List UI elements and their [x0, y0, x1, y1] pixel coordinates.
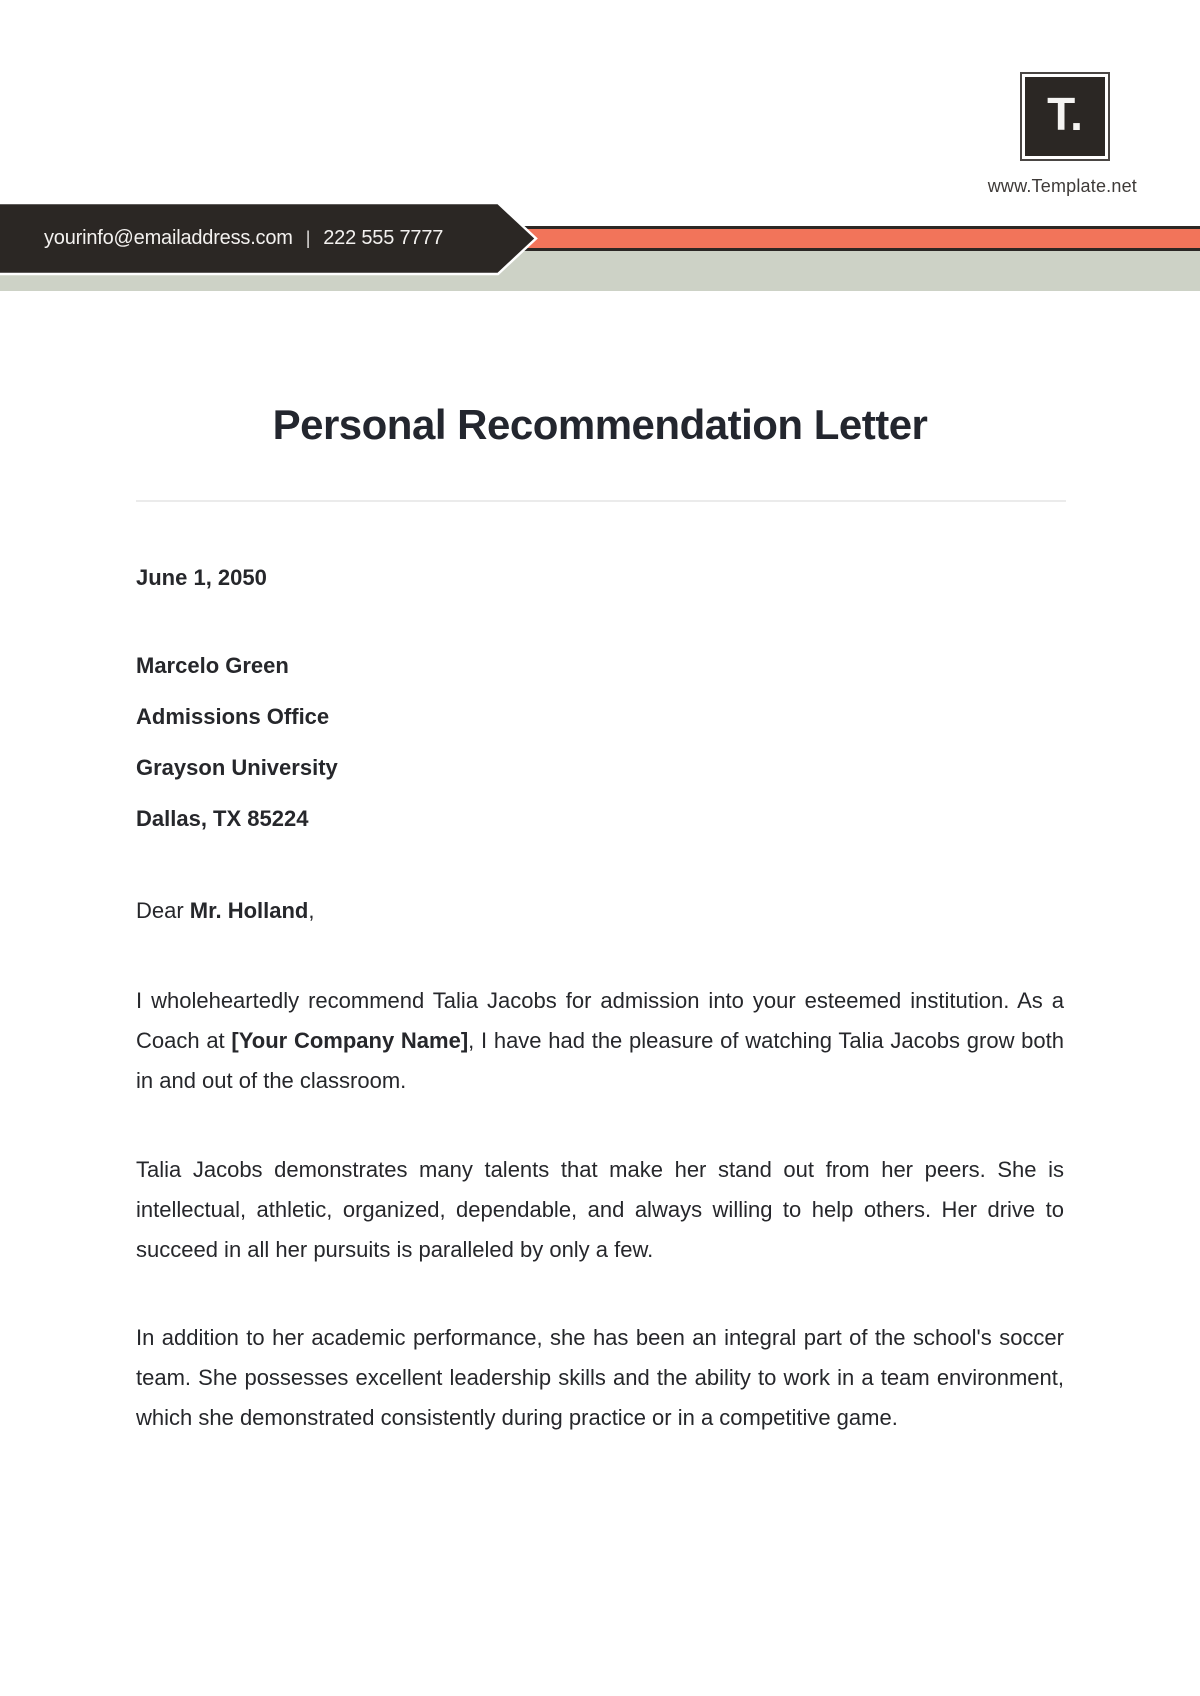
salutation	[136, 896, 1064, 926]
salutation-name: Mr. Holland	[189, 898, 309, 923]
contact-bar	[44, 203, 443, 274]
paragraph-1	[136, 981, 1064, 1101]
paragraph-2: Talia Jacobs demonstrates many talents that make her stand out from her peers. She is intellectual, athletic, organized, dependable, and always willing to help others. Her drive to succeed in all her pursuits is paralleled by only a few.	[136, 1157, 1064, 1262]
contact-separator: |	[305, 228, 311, 248]
company-name-placeholder: [Your Company Name]	[231, 1028, 469, 1053]
logo-text: T.	[1047, 87, 1083, 140]
paragraph-3: In addition to her academic performance, she has been an integral part of the school's soccer team. She possesses excellent leadership skills and the ability to work in a team environment, which she demonstrated consistently during practice or in a competitive game.	[136, 1325, 1064, 1430]
recipient-block	[136, 640, 1064, 844]
website-url: www.Template.net	[987, 176, 1137, 196]
contact-phone: 222 555 7777	[323, 227, 444, 249]
letter-title: Personal Recommendation Letter	[272, 401, 928, 448]
recipient-location: Dallas, TX 85224	[136, 806, 309, 831]
recipient-department: Admissions Office	[136, 704, 330, 729]
letter-date: June 1, 2050	[136, 565, 267, 590]
paragraph-1-text: I wholeheartedly recommend Talia Jacobs for admission into your esteemed institution. As a Coach at	[136, 988, 1064, 1053]
salutation-prefix: Dear	[136, 898, 190, 923]
recipient-name: Marcelo Green	[136, 653, 289, 678]
contact-email: yourinfo@emailaddress.com	[44, 227, 293, 249]
salutation-suffix: ,	[308, 898, 315, 923]
recipient-organization: Grayson University	[136, 755, 338, 780]
paragraph-1-text-after: , I have had the pleasure of watching Talia Jacobs grow both in and out of the classroom.	[136, 1028, 1064, 1093]
